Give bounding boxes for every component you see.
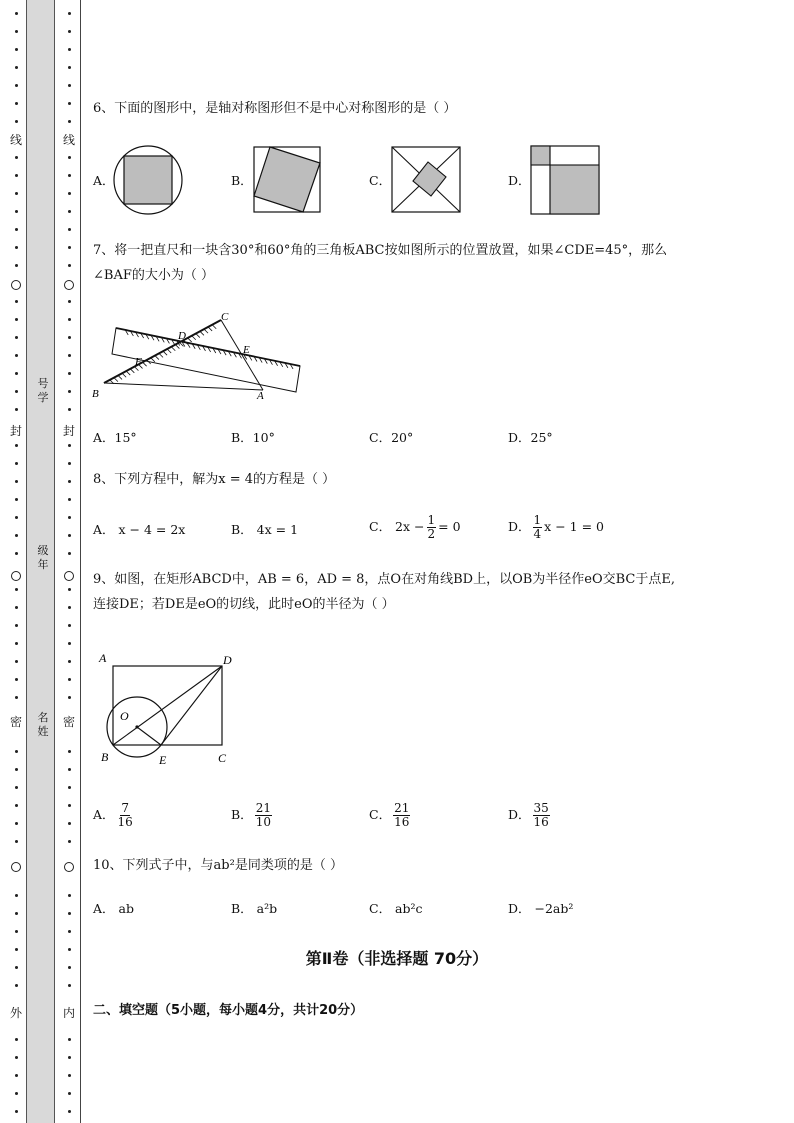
cut-line-dot [15,984,18,987]
q8-option-c-fraction [427,514,437,541]
q6-figure-a-circle-square [112,144,184,216]
name-field: 名姓 [37,711,49,738]
option-label: C． [369,807,392,822]
cut-line-dot [15,102,18,105]
q6-option-b-label: B． [231,173,253,188]
q9-label-d: D [223,653,232,667]
cut-line-dot [68,840,71,843]
q9-label-o: O [120,709,129,723]
q7-label-b: B [92,388,99,400]
q8-option-c-suffix: = 0 [438,519,461,534]
cut-line-dot [15,246,18,249]
cut-line-dot [15,552,18,555]
q9-option-a [93,802,136,829]
cut-line-dot [68,462,71,465]
cut-line-dot [15,786,18,789]
cut-line-dot [68,120,71,123]
cut-line-dot [68,552,71,555]
fraction-denominator: 2 [427,527,436,541]
cut-line-dot [68,480,71,483]
cut-line-dot [15,318,18,321]
binding-hole-icon [11,280,21,290]
cut-line-dot [68,930,71,933]
cut-line-dot [68,516,71,519]
ruler-tick [188,338,192,342]
cut-line-dot [15,624,18,627]
option-label: A． [93,807,115,822]
ruler-tick [204,329,208,333]
ruler-tick [122,373,126,377]
grade-field: 级年 [37,544,49,571]
cut-line-dot [68,300,71,303]
cut-line-dot [68,246,71,249]
gutter-label: 内 [63,1006,76,1020]
cut-line-dot [15,444,18,447]
gutter-label: 线 [10,133,23,147]
q8-option-b: B． 4x = 1 [231,522,299,537]
q9-option-c [369,802,412,829]
cut-line-dot [68,606,71,609]
binding-hole-icon [64,571,74,581]
ruler-tick [200,331,204,335]
cut-line-dot [15,354,18,357]
gutter-label: 线 [63,133,76,147]
cut-line-dot [68,12,71,15]
q8-option-d-prefix: D． [508,519,531,534]
binding-hole-icon [64,862,74,872]
cut-line-dot [15,390,18,393]
option-fraction [533,802,550,829]
cut-line-dot [15,696,18,699]
cut-line-dot [68,1092,71,1095]
ruler-tick [192,336,196,340]
cut-line-dot [68,192,71,195]
question-7-line1: 7、将一把直尺和一块含30°和60°角的三角板ABC按如图所示的位置放置，如果∠CDE=45°，那么 [93,243,668,258]
option-fraction [255,802,272,829]
fraction-numerator: 21 [394,801,410,815]
fraction-denominator: 16 [533,815,549,829]
cut-line-dot [68,750,71,753]
q6-option-d-label: D． [508,173,531,188]
cut-line-dot [15,156,18,159]
ruler-tick [118,375,122,379]
q7-label-d: D [178,330,186,342]
q7-option-a: A．15° [93,430,137,445]
cut-line-dot [15,750,18,753]
cut-line-dot [15,534,18,537]
q6-figure-b-rotated-square [253,146,323,214]
q8-option-d-suffix: x − 1 = 0 [544,519,604,534]
option-label: D． [508,807,531,822]
cut-line-dot [68,1110,71,1113]
q8-option-d-fraction [533,514,543,541]
cut-line-dot [15,1092,18,1095]
q9-rectangle-circle-figure [95,648,245,773]
question-6-text: 6、下面的图形中，是轴对称图形但不是中心对称图形的是（ ） [93,101,457,116]
q6-option-a-label: A． [93,173,115,188]
q7-label-c: C [221,311,229,323]
cut-line-dot [68,588,71,591]
q7-label-f: F [135,356,142,368]
option-fraction [117,802,134,829]
gutter-label: 封 [63,424,76,438]
fraction-numerator: 1 [427,513,436,527]
cut-line-dot [15,1074,18,1077]
cut-line-dot [15,516,18,519]
q9-label-b: B [101,750,109,764]
cut-line-dot [15,480,18,483]
fraction-denominator: 10 [255,815,271,829]
cut-line-dot [15,84,18,87]
q10-option-c: C． ab²c [369,901,423,916]
cut-line-dot [68,30,71,33]
cut-line-dot [15,642,18,645]
q6-figure-d-split-square [530,145,600,215]
cut-line-dot [68,156,71,159]
q9-option-b [231,802,274,829]
cut-line-dot [15,192,18,195]
cut-line-dot [15,174,18,177]
option-label: B． [231,807,253,822]
cut-line-dot [15,30,18,33]
cut-line-dot [68,1038,71,1041]
student-number-field: 号学 [37,377,49,404]
cut-line-dot [68,912,71,915]
cut-line-dot [15,228,18,231]
question-7-line2: ∠BAF的大小为（ ） [93,268,214,283]
fill-in-section-heading: 二、填空题（5小题，每小题4分，共计20分） [93,1003,364,1018]
cut-line-dot [68,102,71,105]
ruler-tick [130,369,134,373]
q10-option-a: A． ab [93,901,134,916]
fraction-numerator: 21 [255,801,271,815]
cut-line-dot [68,1074,71,1077]
q8-option-a: A． x − 4 = 2x [93,522,186,537]
cut-line-dot [68,228,71,231]
cut-line-dot [68,390,71,393]
question-9-line2: 连接DE；若DE是eO的切线，此时eO的半径为（ ） [93,597,395,612]
cut-line-dot [15,210,18,213]
binding-hole-icon [11,571,21,581]
cut-line-dot [15,300,18,303]
q7-option-b: B．10° [231,430,275,445]
cut-line-dot [15,372,18,375]
q6-option-c-label: C． [369,173,392,188]
cut-line-dot [68,642,71,645]
cut-line-dot [68,804,71,807]
cut-line-dot [15,768,18,771]
cut-line-dot [68,624,71,627]
q10-option-d: D． −2ab² [508,901,574,916]
gutter-label: 封 [10,424,23,438]
cut-line-dot [15,822,18,825]
cut-line-dot [15,804,18,807]
cut-line-dot [68,678,71,681]
cut-line-dot [15,408,18,411]
q9-label-e: E [159,753,167,767]
cut-line-dot [15,462,18,465]
cut-line-dot [68,786,71,789]
cut-line-dot [68,822,71,825]
q7-ruler-triangle-figure [88,308,303,403]
cut-line-dot [15,588,18,591]
q8-option-c [369,514,461,541]
q7-option-c: C．20° [369,430,414,445]
cut-line-dot [15,498,18,501]
q7-option-d: D．25° [508,430,553,445]
cut-line-dot [68,174,71,177]
cut-line-dot [68,1056,71,1059]
cut-line-dot [15,1110,18,1113]
question-9-line1: 9、如图，在矩形ABCD中，AB = 6，AD = 8，点O在对角线BD上，以OB为半径作eO交BC于点E, [93,572,675,587]
section-2-title: 第Ⅱ卷（非选择题 70分） [305,949,489,968]
cut-line-dot [68,84,71,87]
fraction-numerator: 35 [533,801,549,815]
cut-line-dot [68,660,71,663]
option-fraction [393,802,410,829]
binding-hole-icon [11,862,21,872]
fraction-denominator: 4 [533,527,542,541]
fraction-denominator: 16 [394,815,410,829]
cut-line-dot [15,606,18,609]
cut-line-dot [15,66,18,69]
cut-line-dot [15,120,18,123]
cut-line-dot [15,894,18,897]
q7-label-e: E [243,344,250,356]
cut-line-dot [68,894,71,897]
binding-hole-icon [64,280,74,290]
cut-line-dot [68,48,71,51]
cut-line-dot [68,444,71,447]
ruler-tick [196,334,200,338]
fraction-numerator: 1 [533,513,542,527]
cut-line-dot [68,354,71,357]
cut-line-dot [15,912,18,915]
ruler-tick [126,371,130,375]
ruler-tick [143,362,147,366]
cut-line-dot [15,660,18,663]
cut-line-dot [68,336,71,339]
ruler-tick [114,378,118,382]
cut-line-dot [68,66,71,69]
fraction-denominator: 16 [117,815,133,829]
cut-line-dot [68,372,71,375]
gutter-label: 密 [10,715,23,729]
cut-line-dot [15,930,18,933]
cut-line-dot [68,264,71,267]
fraction-numerator: 7 [121,801,129,815]
question-10-text: 10、下列式子中，与ab²是同类项的是（ ） [93,858,343,873]
q9-label-c: C [218,751,227,765]
ruler-tick [212,325,216,329]
cut-line-dot [68,318,71,321]
cut-line-dot [68,210,71,213]
cut-line-dot [15,840,18,843]
cut-line-dot [68,534,71,537]
cut-line-dot [15,336,18,339]
q9-option-d [508,802,552,829]
cut-line-dot [15,48,18,51]
q8-option-d [508,514,604,541]
cut-line-dot [15,1056,18,1059]
q9-label-a: A [99,651,107,665]
cut-line-dot [15,678,18,681]
cut-line-dot [15,12,18,15]
q7-label-a: A [257,390,264,402]
cut-line-dot [68,498,71,501]
q8-option-c-prefix: C． 2x − [369,519,425,534]
ruler-tick [208,327,212,331]
cut-line-dot [68,408,71,411]
q6-figure-c-square-diagonals [391,146,463,214]
cut-line-dot [15,264,18,267]
cut-line-dot [68,768,71,771]
gutter-label: 外 [10,1006,23,1020]
cut-line-dot [68,984,71,987]
cut-line-dot [68,696,71,699]
q10-option-b: B． a²b [231,901,278,916]
cut-line-dot [15,1038,18,1041]
gutter-label: 密 [63,715,76,729]
question-8-text: 8、下列方程中，解为x = 4的方程是（ ） [93,472,336,487]
